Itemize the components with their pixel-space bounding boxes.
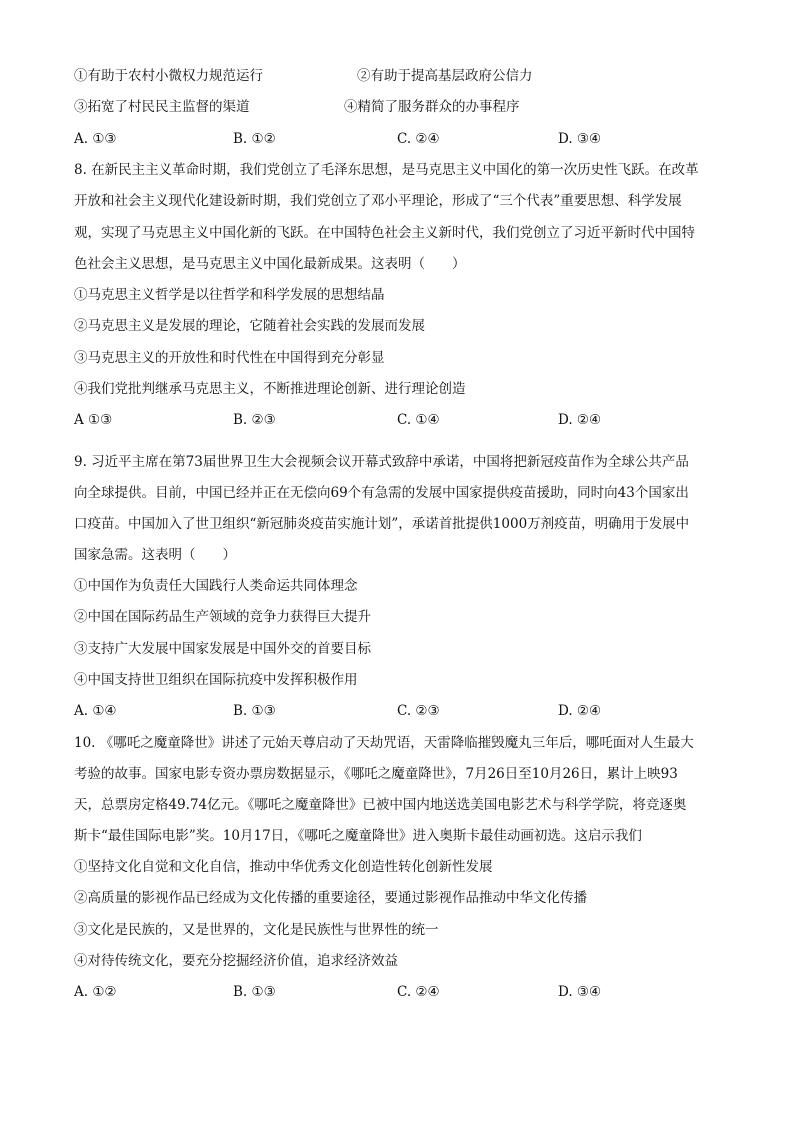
q8-option-b: B. ②③: [233, 412, 276, 428]
q8-option-d: D. ②④: [558, 412, 602, 428]
q7-statement-2: ②有助于提高基层政府公信力: [357, 68, 533, 84]
q10-stem-line-3: 天，总票房定格49.74亿元。《哪吒之魔童降世》已被中国内地送选美国电影艺术与科学学院，将竞逐奥: [74, 797, 687, 813]
q10-option-d: D. ③④: [558, 984, 602, 1000]
q9-option-c: C. ②③: [397, 703, 440, 719]
q9-stem-line-4: 国家急需。这表明（ ）: [74, 547, 236, 563]
q10-stem-line-2: 考验的故事。国家电影专资办票房数据显示，《哪吒之魔童降世》，7月26日至10月26日，累计上映93: [74, 766, 678, 782]
q10-stem-line-1: 10. 《哪吒之魔童降世》讲述了元始天尊启动了天劫咒语，天雷降临摧毁魔丸三年后，哪吒面对人生最大: [74, 735, 694, 751]
q10-statement-4: ④对待传统文化，要充分挖掘经济价值，追求经济效益: [74, 953, 398, 969]
q9-stem-line-3: 口疫苗。中国加入了世卫组织“新冠肺炎疫苗实施计划”，承诺首批提供1000万剂疫苗，明确用于发展中: [74, 516, 690, 532]
q8-stem-line-1: 8. 在新民主主义革命时期，我们党创立了毛泽东思想，是马克思主义中国化的第一次历史性飞跃。在改革: [74, 162, 699, 178]
q9-stem-line-1: 9. 习近平主席在第73届世界卫生大会视频会议开幕式致辞中承诺，中国将把新冠疫苗作为全球公共产品: [74, 454, 689, 470]
q7-statement-1: ①有助于农村小微权力规范运行: [74, 68, 263, 84]
q8-stem-line-2: 开放和社会主义现代化建设新时期，我们党创立了邓小平理论，形成了“三个代表”重要思想、科学发展: [74, 193, 682, 209]
q8-stem-line-3: 观，实现了马克思主义中国化新的飞跃。在中国特色社会主义新时代，我们党创立了习近平新时代中国特: [74, 225, 695, 241]
q7-option-a: A. ①③: [74, 131, 117, 147]
q10-statement-2: ②高质量的影视作品已经成为文化传播的重要途径，要通过影视作品推动中华文化传播: [74, 890, 587, 906]
q7-statement-3: ③拓宽了村民民主监督的渠道: [74, 99, 250, 115]
q9-statement-3: ③支持广大发展中国家发展是中国外交的首要目标: [74, 641, 371, 657]
q9-option-d: D. ②④: [558, 703, 602, 719]
q10-statement-1: ①坚持文化自觉和文化自信，推动中华优秀文化创造性转化创新性发展: [74, 859, 493, 875]
q8-option-c: C. ①④: [397, 412, 440, 428]
q8-stem-line-4: 色社会主义思想，是马克思主义中国化最新成果。这表明（ ）: [74, 256, 466, 272]
q8-statement-3: ③马克思主义的开放性和时代性在中国得到充分彰显: [74, 350, 385, 366]
q10-option-c: C. ②④: [397, 984, 440, 1000]
q8-statement-2: ②马克思主义是发展的理论，它随着社会实践的发展而发展: [74, 318, 425, 334]
q7-option-d: D. ③④: [558, 131, 602, 147]
q9-statement-2: ②中国在国际药品生产领域的竞争力获得巨大提升: [74, 609, 371, 625]
q9-statement-4: ④中国支持世卫组织在国际抗疫中发挥积极作用: [74, 672, 358, 688]
q9-option-b: B. ①③: [233, 703, 276, 719]
q8-statement-1: ①马克思主义哲学是以往哲学和科学发展的思想结晶: [74, 287, 385, 303]
q9-option-a: A. ①④: [74, 703, 117, 719]
q7-option-b: B. ①②: [233, 131, 276, 147]
q9-statement-1: ①中国作为负责任大国践行人类命运共同体理念: [74, 578, 358, 594]
q8-statement-4: ④我们党批判继承马克思主义，不断推进理论创新、进行理论创造: [74, 381, 466, 397]
q10-statement-3: ③文化是民族的，又是世界的，文化是民族性与世界性的统一: [74, 922, 439, 938]
q9-stem-line-2: 向全球提供。目前，中国已经并正在无偿向69个有急需的发展中国家提供疫苗援助，同时向43个国家出: [74, 485, 689, 501]
q8-option-a: A ①③: [74, 412, 113, 428]
q10-stem-line-4: 斯卡“最佳国际电影”奖。10月17日，《哪吒之魔童降世》进入奥斯卡最佳动画初选。这启示我们: [74, 828, 642, 844]
q7-statement-4: ④精简了服务群众的办事程序: [344, 99, 520, 115]
q10-option-a: A. ①②: [74, 984, 117, 1000]
q10-option-b: B. ①③: [233, 984, 276, 1000]
q7-option-c: C. ②④: [397, 131, 440, 147]
